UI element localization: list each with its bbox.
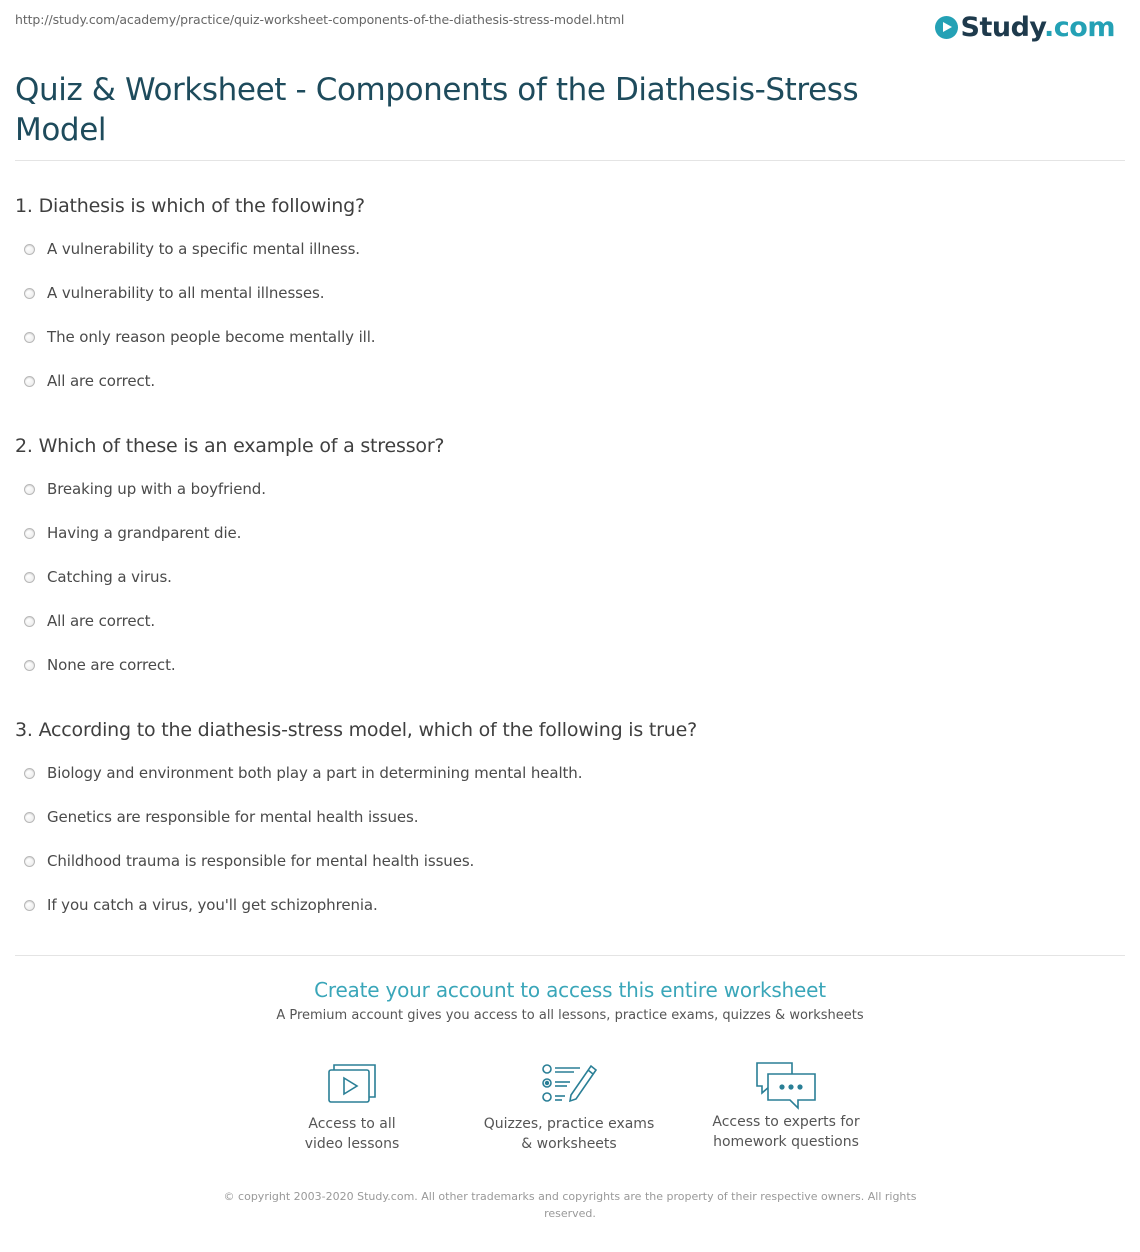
answer-label: The only reason people become mentally ill.	[47, 328, 376, 346]
radio-button[interactable]	[24, 244, 35, 255]
answer-option[interactable]	[15, 359, 1125, 403]
title-divider	[15, 160, 1125, 161]
answer-label: None are correct.	[47, 656, 176, 674]
cta-divider	[15, 955, 1125, 956]
radio-button[interactable]	[24, 900, 35, 911]
answer-label: Breaking up with a boyfriend.	[47, 480, 266, 498]
video-lessons-icon	[326, 1062, 378, 1106]
answer-option[interactable]	[15, 643, 1125, 687]
radio-button[interactable]	[24, 288, 35, 299]
feature-text: Quizzes, practice exams & worksheets	[483, 1116, 655, 1152]
feature-video-lessons	[252, 1062, 452, 1154]
play-circle-icon	[935, 16, 958, 39]
radio-button[interactable]	[24, 616, 35, 627]
radio-button[interactable]	[24, 856, 35, 867]
page-url: http://study.com/academy/practice/quiz-worksheet-components-of-the-diathesis-stress-model.html	[15, 12, 625, 27]
feature-experts	[686, 1060, 886, 1152]
answer-option[interactable]	[15, 555, 1125, 599]
radio-button[interactable]	[24, 812, 35, 823]
answer-option[interactable]	[15, 795, 1125, 839]
answer-label: Catching a virus.	[47, 568, 172, 586]
answer-option[interactable]	[15, 315, 1125, 359]
copyright-text: © copyright 2003-2020 Study.com. All other trademarks and copyrights are the property of their respective owners. All rights reserved.	[223, 1190, 917, 1220]
chat-bubbles-icon	[754, 1060, 818, 1110]
radio-button[interactable]	[24, 528, 35, 539]
answer-label: Genetics are responsible for mental health issues.	[47, 808, 419, 826]
answer-option[interactable]	[15, 227, 1125, 271]
answer-label: Biology and environment both play a part in determining mental health.	[47, 764, 583, 782]
answer-label: A vulnerability to a specific mental illness.	[47, 240, 360, 258]
answer-label: All are correct.	[47, 612, 156, 630]
feature-quizzes	[469, 1062, 669, 1154]
answer-option[interactable]	[15, 467, 1125, 511]
quiz-checklist-icon	[540, 1062, 598, 1106]
radio-button[interactable]	[24, 376, 35, 387]
page-title: Quiz & Worksheet - Components of the Diathesis-Stress Model	[15, 72, 859, 148]
radio-button[interactable]	[24, 332, 35, 343]
cta-subtitle: A Premium account gives you access to all lessons, practice exams, quizzes & worksheets	[276, 1008, 864, 1023]
signup-cta	[0, 978, 1140, 1023]
answer-option[interactable]	[15, 511, 1125, 555]
answer-label: All are correct.	[47, 372, 156, 390]
study-logo[interactable]	[935, 10, 1115, 44]
feature-text: Access to experts for homework questions	[712, 1114, 860, 1150]
question-1	[15, 193, 1125, 403]
logo-text: Study	[960, 11, 1045, 43]
answer-label: Childhood trauma is responsible for mental health issues.	[47, 852, 475, 870]
answer-option[interactable]	[15, 751, 1125, 795]
answer-label: If you catch a virus, you'll get schizophrenia.	[47, 896, 378, 914]
answer-label: A vulnerability to all mental illnesses.	[47, 284, 325, 302]
answer-option[interactable]	[15, 883, 1125, 927]
answer-option[interactable]	[15, 839, 1125, 883]
radio-button[interactable]	[24, 572, 35, 583]
question-2	[15, 433, 1125, 687]
question-title: 3. According to the diathesis-stress model, which of the following is true?	[15, 719, 697, 741]
radio-button[interactable]	[24, 484, 35, 495]
question-title: 2. Which of these is an example of a stressor?	[15, 435, 445, 457]
question-3	[15, 717, 1125, 927]
question-title: 1. Diathesis is which of the following?	[15, 195, 365, 217]
radio-button[interactable]	[24, 768, 35, 779]
radio-button[interactable]	[24, 660, 35, 671]
cta-title-link[interactable]: Create your account to access this entire worksheet	[314, 978, 826, 1002]
answer-option[interactable]	[15, 271, 1125, 315]
feature-text: Access to all video lessons	[304, 1116, 400, 1152]
top-bar	[15, 10, 1125, 50]
answer-label: Having a grandparent die.	[47, 524, 242, 542]
answer-option[interactable]	[15, 599, 1125, 643]
logo-suffix: .com	[1044, 11, 1115, 43]
